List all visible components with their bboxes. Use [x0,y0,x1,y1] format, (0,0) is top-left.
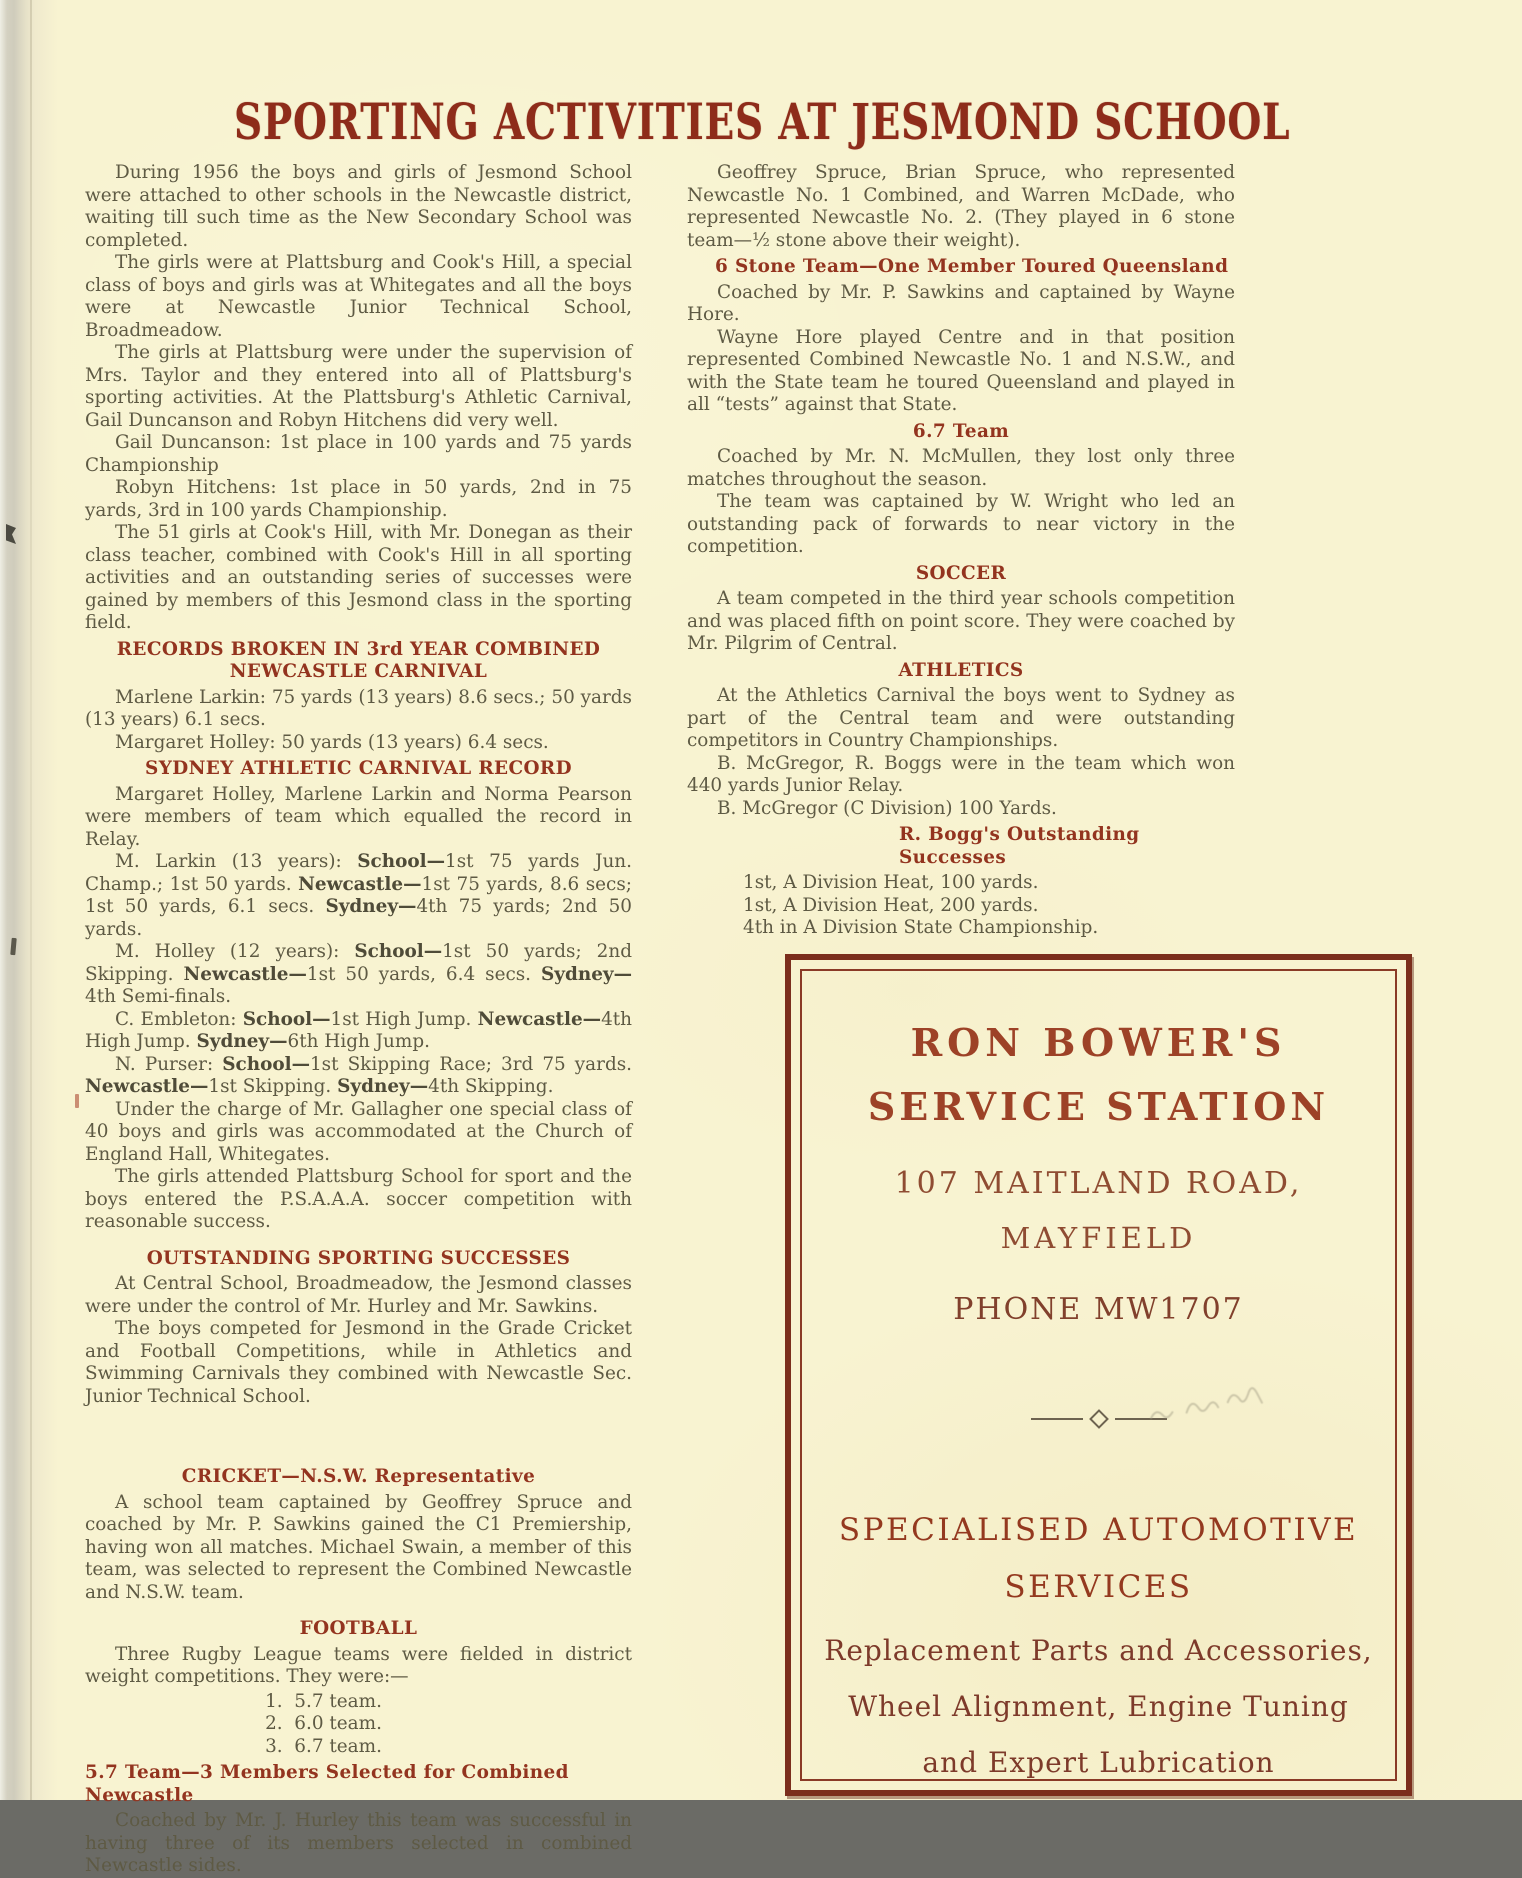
gutter-crease [30,0,32,1800]
paragraph: M. Larkin (13 years): School—1st 75 yards Jun. Champ.; 1st 50 yards. Newcastle—1st 75 yards, 8.6 secs; 1st 50 yards, 6.1 secs. Sydney—4th 75 yards; 2nd 50 yards. [85,851,633,940]
paragraph: 1st, A Division Heat, 200 yards. [743,894,1039,916]
ad-divider [802,1413,1395,1425]
heading-line: OUTSTANDING SPORTING SUCCESSES [146,1247,571,1269]
section-heading [85,1618,632,1641]
page-title-text: SPORTING ACTIVITIES AT JESMOND SCHOOL [233,92,1291,151]
heading-line: R. Bogg's Outstanding Successes [899,824,1140,868]
ad-inner-frame [800,969,1397,1781]
right-column-text [687,162,1235,940]
paragraph: Robyn Hitchens: 1st place in 50 yards, 2nd in 75 yards, 3rd in 100 yards Championship. [85,477,632,521]
left-column [85,162,632,1878]
page-title [85,92,1291,151]
page-gutter-shadow [0,0,60,1800]
paragraph: The girls were at Plattsburg and Cook's Hill, a special class of boys and girls was at Whitegates and all the boys were at Newcastle Junior Technical School, Broadmeadow. [85,252,632,341]
section-heading [85,1466,632,1489]
heading-line: RECORDS BROKEN IN 3rd YEAR COMBINED [116,638,601,660]
section-heading [85,639,632,684]
paragraph: Wayne Hore played Centre and in that position represented Combined Newcastle No. 1 and N.S.W., and with the State team he toured Queensland and played in all “tests” against that State. [687,326,1235,415]
margin-mark [6,524,16,544]
paragraph: The boys competed for Jesmond in the Grade Cricket and Football Competitions, while in Athletics and Swimming Carnivals they combined with Newcastle Sec. Junior Technical School. [85,1318,632,1407]
paragraph: At the Athletics Carnival the boys went to Sydney as part of the Central team and were outstanding competitors in Country Championships. [687,685,1235,751]
heading-line: 6 Stone Team—One Member Toured Queensland [715,256,1229,277]
ad-services-heading-line1: SPECIALISED AUTOMOTIVE [838,1511,1359,1548]
section-heading [687,563,1235,586]
paragraph: Coached by Mr. N. McMullen, they lost only three matches throughout the season. [687,446,1235,490]
paragraph: Gail Duncanson: 1st place in 100 yards and 75 yards Championship [85,432,632,476]
section-heading [687,421,1235,444]
heading-line: SYDNEY ATHLETIC CARNIVAL RECORD [145,758,572,779]
ad-address-suburb: MAYFIELD [1000,1220,1197,1255]
paragraph: A team competed in the third year schools competition and was placed fifth on point score. They were coached by Mr. Pilgrim of Central. [687,588,1235,654]
heading-line: FOOTBALL [299,1618,418,1639]
paragraph: Under the charge of Mr. Gallagher one special class of 40 boys and girls was accommodated at the Church of England Hall, Whitegates. [85,1098,632,1165]
numbered-list [85,1691,632,1759]
paragraph: Three Rugby League teams were fielded in district weight competitions. They were:— [85,1643,632,1687]
paragraph: B. McGregor (C Division) 100 Yards. [717,797,1057,819]
heading-line: SOCCER [915,562,1007,584]
paragraph: The girls attended Plattsburg School for sport and the boys entered the P.S.A.A.A. soccer competition with reasonable success. [85,1166,632,1232]
section-heading [687,824,1235,869]
paragraph: B. McGregor, R. Boggs were in the team which won 440 yards Junior Relay. [687,752,1235,796]
ad-service-line: Wheel Alignment, Engine Tuning [848,1689,1349,1723]
ad-business-name-line2: SERVICE STATION [867,1083,1330,1129]
paragraph: C. Embleton: School—1st High Jump. Newcastle—4th High Jump. Sydney—6th High Jump. [85,1008,632,1052]
handwriting-smudge [1144,1379,1297,1430]
heading-line: 6.7 Team [912,420,1010,442]
list-item: 1. 5.7 team. [265,1690,382,1712]
margin-mark [10,938,16,955]
paragraph: Coached by Mr. P. Sawkins and captained by Wayne Hore. [687,281,1235,325]
paragraph: During 1956 the boys and girls of Jesmond School were attached to other schools in the Newcastle district, waiting till such time as the New Secondary School was completed. [85,162,632,251]
heading-line: 5.7 Team—3 Members Selected for Combined Newcastle [85,1762,569,1806]
section-heading [687,660,1235,683]
paragraph: N. Purser: School—1st Skipping Race; 3rd 75 yards. Newcastle—1st Skipping. Sydney—4th Skipping. [85,1053,632,1097]
heading-line: CRICKET—N.S.W. Representative [181,1466,536,1487]
section-heading [85,1248,632,1271]
ad-business-name-line1: RON BOWER'S [910,1019,1287,1065]
ad-services-heading-line2: SERVICES [1004,1568,1193,1605]
paragraph: Geoffrey Spruce, Brian Spruce, who represented Newcastle No. 1 Combined, and Warren McDade, who represented Newcastle No. 2. (They played in 6 stone team—½ stone above their weight). [687,162,1235,251]
paragraph: Margaret Holley: 50 yards (13 years) 6.4 secs. [115,731,549,753]
paragraph: The team was captained by W. Wright who led an outstanding pack of forwards to near victory in the competition. [687,491,1235,557]
paragraph: 1st, A Division Heat, 100 yards. [743,872,1039,893]
paragraph: Margaret Holley, Marlene Larkin and Norma Pearson were members of team which equalled the record in Relay. [85,783,632,850]
ad-service-line: and Expert Lubrication [922,1745,1275,1779]
heading-line: NEWCASTLE CARNIVAL [229,661,488,682]
divider-line-left [1031,1418,1083,1420]
list-item: 2. 6.0 team. [265,1713,382,1734]
section-heading [85,758,632,781]
ad-box [785,954,1412,1796]
margin-mark [75,1094,79,1108]
paragraph: 4th in A Division State Championship. [743,917,1099,938]
ad-address-street: 107 MAITLAND ROAD, [894,1165,1303,1201]
heading-line: ATHLETICS [898,659,1024,681]
paragraph: The 51 girls at Cook's Hill, with Mr. Donegan as their class teacher, combined with Cook's Hill in all sporting activities and an outstanding series of successes were gained by members of this Jesmond class in the sporting field. [85,522,632,633]
paragraph: Coached by Mr. J. Hurley this team was successful in having three of its members selected in combined Newcastle sides. [85,1810,632,1876]
paragraph: Marlene Larkin: 75 yards (13 years) 8.6 secs.; 50 yards (13 years) 6.1 secs. [85,686,632,730]
list-item: 3. 6.7 team. [265,1735,382,1757]
paragraph: A school team captained by Geoffrey Spruce and coached by Mr. P. Sawkins gained the C1 Premiership, having won all matches. Michael Swain, a member of this team, was selected to represent the Combined Newcastle and N.S.W. team. [85,1491,632,1603]
ad-service-line: Replacement Parts and Accessories, [824,1633,1373,1667]
right-column [687,162,1373,1796]
diamond-icon [1089,1409,1109,1429]
paragraph: M. Holley (12 years): School—1st 50 yards; 2nd Skipping. Newcastle—1st 50 yards, 6.4 secs. Sydney—4th Semi-finals. [85,941,632,1007]
section-heading [687,256,1235,279]
paragraph: At Central School, Broadmeadow, the Jesmond classes were under the control of Mr. Hurley and Mr. Sawkins. [85,1273,632,1317]
ad-phone-number: PHONE MW1707 [953,1291,1244,1327]
section-heading [85,1762,632,1807]
paragraph: The girls at Plattsburg were under the supervision of Mrs. Taylor and they entered into all of Plattsburg's sporting activities. At the Plattsburg's Athletic Carnival, Gail Duncanson and Robyn Hitchens did very well. [85,342,632,431]
